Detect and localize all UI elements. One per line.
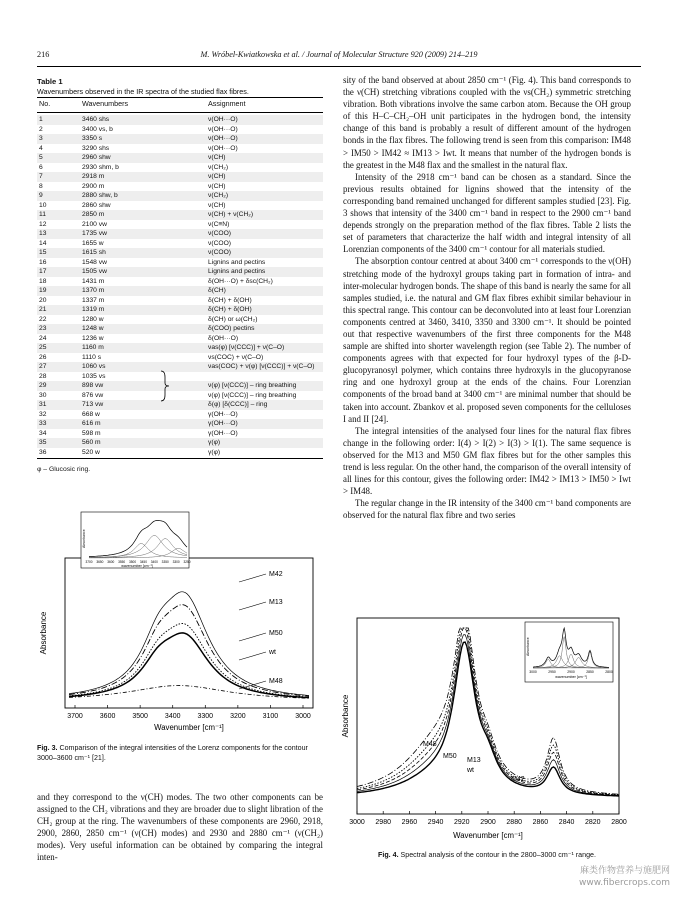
row-number: 21	[39, 306, 47, 313]
fig3-inset-tick: 3450	[139, 560, 147, 564]
table-row	[37, 362, 323, 372]
row-assignment: ν(CH)	[208, 201, 226, 209]
row-assignment: ν(CH)	[208, 154, 226, 161]
table-row	[37, 163, 323, 173]
row-number: 20	[39, 296, 47, 304]
row-wavenumber: 2900 m	[82, 182, 105, 190]
fig4-inset-xlabel: wavenumber [cm⁻¹]	[555, 675, 587, 679]
table-row	[37, 115, 323, 125]
fig4-inset-tick: 3000	[529, 670, 537, 674]
row-wavenumber: 2860 shw	[82, 201, 111, 209]
row-number: 13	[39, 230, 47, 237]
table-caption: Wavenumbers observed in the IR spectra of the studied flax fibres.	[37, 87, 249, 96]
row-assignment: δ(CH) + δ(OH)	[208, 296, 252, 304]
table-header-rule	[37, 112, 323, 113]
row-number: 31	[39, 401, 47, 408]
fig3-tick-label: 3500	[132, 713, 148, 720]
fig3-series-label-m13: M13	[269, 599, 283, 606]
table-row	[37, 286, 323, 296]
table-row	[37, 220, 323, 230]
table-top-rule	[37, 97, 323, 98]
row-wavenumber: 2930 shm, b	[82, 163, 119, 171]
row-wavenumber: 2850 m	[82, 211, 105, 218]
row-assignment: ν(OH···O)	[208, 116, 238, 123]
row-wavenumber: 1035 vs	[82, 372, 106, 380]
row-group-brace	[159, 371, 171, 401]
fig4-inset-ylabel: Absorbance	[526, 637, 530, 656]
row-wavenumber: 1548 vw	[82, 258, 107, 266]
fig3-tick-label: 3000	[295, 713, 311, 720]
row-number: 32	[39, 410, 47, 418]
fig3-caption-label: Fig. 3.	[37, 744, 58, 752]
row-number: 16	[39, 258, 47, 266]
row-number: 33	[39, 420, 47, 427]
table-title: Table 1	[37, 77, 63, 86]
fig4-series-label-m48: M48	[423, 741, 437, 748]
fig3-series-label-m50: M50	[269, 630, 283, 637]
left-column-text	[37, 791, 323, 864]
col-header-assignment: Assignment	[208, 99, 246, 108]
row-number: 22	[39, 315, 47, 323]
table-row	[37, 400, 323, 410]
row-number: 17	[39, 268, 47, 275]
row-assignment: ν(C≡N)	[208, 220, 230, 228]
row-number: 10	[39, 201, 47, 209]
row-number: 18	[39, 277, 47, 285]
row-wavenumber: 1248 w	[82, 325, 104, 332]
fig3-series-label-m48: M48	[269, 678, 283, 685]
table-bottom-rule	[37, 458, 323, 459]
row-wavenumber: 1110 s	[82, 353, 102, 361]
fig4-series-label-m42: M42	[511, 776, 525, 783]
journal-citation: M. Wróbel-Kwiatkowska et al. / Journal of Molecular Structure 920 (2009) 214–219	[200, 50, 478, 59]
fig3-inset-tick: 3700	[85, 560, 93, 564]
table-row	[37, 448, 323, 458]
watermark-line1: 麻类作物营养与施肥网	[579, 866, 670, 876]
row-number: 8	[39, 182, 43, 190]
fig4-tick-label: 2960	[401, 819, 418, 826]
fig4-tick-label: 2900	[480, 819, 496, 826]
table-row	[37, 324, 323, 334]
row-wavenumber: 1337 m	[82, 296, 105, 304]
fig3-series-label-m42: M42	[269, 571, 283, 578]
row-number: 24	[39, 334, 47, 342]
row-number: 6	[39, 163, 43, 171]
table-row	[37, 153, 323, 163]
running-header	[37, 50, 641, 64]
fig4-inset-tick: 2850	[586, 670, 594, 674]
row-assignment: ν(COO)	[208, 230, 232, 237]
fig3-x-axis-label: Wavenumber [cm⁻¹]	[154, 723, 224, 732]
fig3-inset-tick: 3350	[161, 560, 169, 564]
row-assignment: γ(OH···O)	[208, 420, 238, 427]
table-row	[37, 210, 323, 220]
row-wavenumber: 1655 w	[82, 239, 104, 247]
row-assignment: ν(φ) [ν(CCC)] – ring breathing	[208, 391, 297, 399]
fig4-caption-label: Fig. 4.	[378, 851, 399, 859]
table-row	[37, 182, 323, 192]
watermark	[579, 865, 670, 889]
row-assignment: ν(OH···O)	[208, 135, 238, 142]
row-assignment: ν(CH₂)	[208, 163, 229, 171]
figure-3-caption	[37, 744, 323, 763]
fig4-caption-text: Spectral analysis of the contour in the 2800–3000 cm⁻¹ range.	[400, 851, 596, 859]
row-assignment: δ(CH)	[208, 287, 226, 294]
fig3-tick-label: 3400	[164, 713, 181, 720]
fig3-tick-label: 3600	[99, 713, 116, 720]
row-number: 15	[39, 249, 47, 256]
table-row	[37, 305, 323, 315]
fig3-inset-tick: 3650	[96, 560, 104, 564]
row-wavenumber: 1735 vw	[82, 230, 107, 237]
col-header-no: No.	[39, 99, 51, 108]
fig3-tick-label: 3300	[197, 713, 214, 720]
row-number: 4	[39, 144, 43, 152]
right-paragraph: The regular change in the IR intensity of the 3400 cm⁻¹ band components are observed for the natural flax fibre and two series	[343, 498, 631, 521]
row-number: 29	[39, 382, 47, 389]
row-wavenumber: 616 m	[82, 420, 101, 427]
row-wavenumber: 1319 m	[82, 306, 105, 313]
row-assignment: δ(COO) pectins	[208, 325, 255, 332]
fig3-inset-tick: 3300	[172, 560, 180, 564]
fig3-tick-label: 3200	[230, 713, 246, 720]
page-number: 216	[37, 50, 50, 59]
left-paragraph: and they correspond to the ν(CH) modes. The two other components can be assigned to the CH₂ vibrations and they are broader due to slight libration of the CH₂ group at the ring. The wavenumbers of these components are 2960, 2918, 2900, 2860, 2850 cm⁻¹ (ν(CH) modes) and 2930 and 2880 cm⁻¹ (ν(CH₂) modes). Very useful information can be obtained by comparing the integral inten-	[37, 792, 323, 863]
fig4-inset-tick: 2900	[567, 670, 575, 674]
table-row	[37, 438, 323, 448]
table-row	[37, 334, 323, 344]
row-wavenumber: 876 vw	[82, 391, 104, 399]
table-row	[37, 267, 323, 277]
row-assignment: ν(COO)	[208, 249, 232, 256]
table-row	[37, 144, 323, 154]
fig4-tick-label: 2920	[454, 819, 470, 826]
row-number: 34	[39, 429, 47, 437]
table-row	[37, 353, 323, 363]
row-wavenumber: 713 vw	[82, 401, 104, 408]
table-row	[37, 419, 323, 429]
row-wavenumber: 598 m	[82, 429, 101, 437]
row-wavenumber: 3350 s	[82, 135, 103, 142]
row-wavenumber: 2100 vw	[82, 220, 107, 228]
fig4-series-label-m50: M50	[443, 753, 457, 760]
row-wavenumber: 3290 shs	[82, 144, 110, 152]
table-row	[37, 410, 323, 420]
row-number: 35	[39, 439, 47, 446]
fig4-tick-label: 2800	[611, 819, 627, 826]
fig4-series-label-wt: wt	[467, 767, 474, 774]
table-footnote: φ – Glucosic ring.	[37, 466, 91, 473]
table-row	[37, 391, 323, 401]
row-number: 36	[39, 448, 47, 456]
table-row	[37, 381, 323, 391]
table-row	[37, 296, 323, 306]
row-wavenumber: 520 w	[82, 448, 100, 456]
fig4-tick-label: 2980	[375, 819, 391, 826]
fig4-tick-label: 2820	[585, 819, 601, 826]
row-wavenumber: 1160 m	[82, 344, 104, 351]
row-assignment: ν(φ) [ν(CCC)] – ring breathing	[208, 382, 297, 389]
row-assignment: νas(COC) + ν(φ) [ν(CCC)] + ν(C–O)	[208, 363, 315, 370]
row-number: 12	[39, 220, 47, 228]
header-rule	[37, 66, 641, 67]
row-wavenumber: 1431 m	[82, 277, 105, 285]
fig3-inset-tick: 3550	[118, 560, 126, 564]
fig3-y-axis-label: Absorbance	[39, 611, 48, 655]
row-assignment: ν(OH···O)	[208, 144, 238, 152]
row-assignment: ν(CH)	[208, 182, 226, 190]
row-assignment: γ(φ)	[208, 439, 221, 446]
row-wavenumber: 3460 shs	[82, 116, 110, 123]
row-wavenumber: 1615 sh	[82, 249, 106, 256]
fig4-tick-label: 2860	[532, 819, 549, 826]
row-wavenumber: 1280 w	[82, 315, 104, 323]
row-number: 11	[39, 211, 46, 218]
row-wavenumber: 560 m	[82, 439, 101, 446]
row-number: 3	[39, 135, 43, 142]
table-header-row	[37, 99, 323, 111]
row-number: 30	[39, 391, 47, 399]
row-assignment: ν(OH···O)	[208, 125, 238, 133]
row-number: 7	[39, 173, 43, 180]
row-wavenumber: 1236 w	[82, 334, 104, 342]
row-assignment: γ(φ)	[208, 448, 221, 456]
right-paragraph: The integral intensities of the analysed four lines for the natural flax fibres change in the following order: I(4) > I(2) > I(3) > I(1). The same sequence is observed for the M13 and M50 GM flax fibres but for the other samples this trend is less regular. On the other hand, the comparison of the overall intensity of all lines for this contour, gives the following order: IM42 > IM13 > IM50 > Iwt > IM48.	[343, 425, 631, 497]
fig3-caption-text: Comparison of the integral intensities of the Lorenz components for the contour 3000–3600 cm⁻¹ [21].	[37, 744, 308, 762]
row-assignment: νas(φ) [ν(CCC)] + ν(C–O)	[208, 344, 285, 351]
fig3-inset-ylabel: Absorbance	[82, 529, 86, 548]
row-number: 25	[39, 344, 47, 351]
fig4-series-label-m13: M13	[467, 757, 481, 764]
row-wavenumber: 1370 m	[82, 287, 105, 294]
fig4-tick-label: 2880	[506, 819, 522, 826]
row-wavenumber: 3400 vs, b	[82, 125, 113, 133]
row-assignment: ν(CH) + ν(CH₂)	[208, 211, 254, 218]
row-assignment: δ(φ) [δ(CCC)] – ring	[208, 401, 268, 408]
table-row	[37, 125, 323, 135]
fig4-x-ticks	[349, 811, 627, 826]
row-assignment: νs(COC) + ν(C–O)	[208, 353, 264, 361]
row-number: 28	[39, 372, 47, 380]
right-paragraph: The absorption contour centred at about 3400 cm⁻¹ corresponds to the ν(OH) stretching mode of the hydroxyl groups taking part in formation of intra- and inter-molecular hydrogen bonds. The shape of this band is nearly the same for all samples studied, i.e. the natural and GM flax fibres exhibit similar behaviour in this spectral range. This contour can be deconvoluted into at least four Lorenzian components centred at 3460, 3410, 3350 and 3300 cm⁻¹. It should be pointed out that respective wavenumbers of the first three components for the M48 sample are shifted into shorter wavelength region (see Table 2). The number of components agrees with that expected for four hydroxyl types of the β-D-glucopyranosyl polymer, which contains three hydroxyls in the glucopyranose ring and one hydroxyl group at the ends of the chains. Four Lorenzian components of the broad band at 3400 cm⁻¹ are minimal number that should be taken into account. Zbankov et al. proposed seven components for the celluloses I and II [24].	[343, 256, 632, 424]
row-number: 23	[39, 325, 47, 332]
table-row	[37, 258, 323, 268]
watermark-line2: www.fibercrops.com	[579, 878, 670, 888]
row-assignment: γ(OH···O)	[208, 429, 238, 437]
fig3-tick-label: 3700	[67, 713, 83, 720]
row-assignment: δ(OH···O) + δsc(CH₂)	[208, 277, 273, 285]
row-wavenumber: 1060 vs	[82, 363, 106, 370]
row-wavenumber: 2960 shw	[82, 154, 111, 161]
table-row	[37, 277, 323, 287]
table-row	[37, 201, 323, 211]
table-row	[37, 429, 323, 439]
fig4-inset-tick: 2800	[605, 670, 613, 674]
row-wavenumber: 2880 shw, b	[82, 192, 118, 199]
row-assignment: ν(CH₂)	[208, 192, 229, 199]
fig4-tick-label: 2940	[427, 819, 444, 826]
row-number: 27	[39, 363, 47, 370]
row-assignment: Lignins and pectins	[208, 258, 266, 266]
fig3-inset-tick: 3600	[107, 560, 115, 564]
table-row	[37, 134, 323, 144]
table-row	[37, 372, 323, 382]
row-assignment: δ(OH···O)	[208, 334, 239, 342]
row-assignment: ν(COO)	[208, 239, 232, 247]
row-wavenumber: 2918 m	[82, 173, 105, 180]
row-number: 5	[39, 154, 43, 161]
table-row	[37, 315, 323, 325]
fig3-inset-tick: 3250	[183, 560, 191, 564]
table-row	[37, 172, 323, 182]
row-wavenumber: 898 vw	[82, 382, 104, 389]
row-number: 26	[39, 353, 47, 361]
fig4-tick-label: 3000	[349, 819, 365, 826]
table-row	[37, 229, 323, 239]
table-row	[37, 343, 323, 353]
fig3-inset-tick: 3500	[129, 560, 137, 564]
right-paragraph: Intensity of the 2918 cm⁻¹ band can be chosen as a standard. Since the previous results obtained for lignins showed that the intensity of the corresponding band remained unchanged for different samples studied [23]. Fig. 3 shows that intensity of the 3400 cm⁻¹ band in respect to the 2900 cm⁻¹ band depends strongly on the preparation method of the flax fibres. Table 2 lists the set of parameters that characterize the half width and integral intensity of all Lorenzian components of the 3400 cm⁻¹ contour for all materials studied.	[343, 171, 631, 255]
figure-4-caption	[343, 851, 631, 861]
row-assignment: γ(OH···O)	[208, 410, 238, 418]
right-column-text	[343, 74, 631, 521]
fig3-inset-tick: 3400	[150, 560, 158, 564]
table-row	[37, 239, 323, 249]
fig3-inset-xlabel: wavenumber [cm⁻¹]	[121, 564, 153, 568]
row-assignment: δ(CH) + δ(OH)	[208, 306, 252, 313]
right-paragraph: sity of the band observed at about 2850 cm⁻¹ (Fig. 4). This band corresponds to the ν(CH) stretching vibrations coupled with the νs(CH₂) symmetric stretching vibration. Both vibrations involve the same carbon atom. Because the OH group of this H–C–CH₂–OH unit participates in the hydrogen bond, the intensity change of this band is probably a result of different amount of the hydrogen bonds in the flax fibres. The following trend is seen from this comparison: IM48 > IM50 > IM42 ≈ IM13 > Iwt. It means that number of the hydrogen bonds is the greatest in the M48 flax and the smallest in the natural flax.	[343, 75, 631, 170]
fig4-x-axis-label: Wavenumber [cm⁻¹]	[453, 831, 523, 840]
row-number: 1	[39, 116, 43, 123]
row-assignment: ν(CH)	[208, 173, 226, 180]
figure-3-chart	[37, 508, 325, 734]
row-wavenumber: 668 w	[82, 410, 100, 418]
row-number: 9	[39, 192, 43, 199]
fig4-inset-tick: 2950	[548, 670, 556, 674]
fig3-tick-label: 3100	[262, 713, 279, 720]
row-number: 2	[39, 125, 43, 133]
table-row	[37, 248, 323, 258]
fig4-tick-label: 2840	[558, 819, 575, 826]
row-wavenumber: 1505 vw	[82, 268, 107, 275]
row-assignment: Lignins and pectins	[208, 268, 266, 275]
row-assignment: δ(CH) or ω(CH₂)	[208, 315, 258, 323]
fig3-series-label-wt: wt	[269, 649, 276, 656]
figure-4-chart	[343, 618, 633, 840]
table-body	[37, 115, 323, 457]
row-number: 14	[39, 239, 47, 247]
fig4-y-axis-label: Absorbance	[341, 694, 350, 738]
table-row	[37, 191, 323, 201]
row-number: 19	[39, 287, 47, 294]
col-header-wavenumbers: Wavenumbers	[82, 99, 129, 108]
